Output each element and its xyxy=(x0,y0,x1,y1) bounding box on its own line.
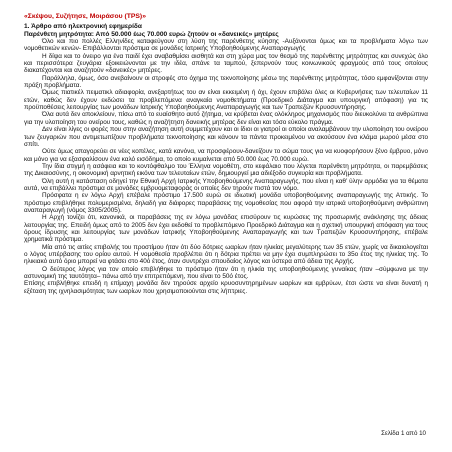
paragraph: Η Αρχή τονίζει ότι, κανονικά, οι παραβάσεις της εν λόγω μονάδας επισύρουν τις κυρώσεις της προσωρινής ανάκλησης της άδειας λειτουργίας της. Επειδή όμως από το 2005 δεν έχει εκδοθεί το προβλεπόμενο Προεδρικό Διάταγμα και η σχετική υπουργική απόφαση για τους όρους ίδρυσης και λειτουργίας των μονάδων Ιατρικής Υποβοηθούμενης Αναπαραγωγής και των Τραπεζών Κρυοσυντήρησης, επέβαλε χρηματικά πρόστιμα. xyxy=(24,214,428,244)
paragraph: Παράλληλα, όμως, όσο ανεβαίνουν οι στροφές στο όχημα της τεκνοποίησης μέσω της παρένθετης μητρότητας, τόσο εμφανίζονται στην πράξη προβλήματα. xyxy=(24,74,428,90)
paragraph: Όλη αυτή η κατάσταση οδηγεί την Εθνική Αρχή Ιατρικής Υποβοηθούμενης Αναπαραγωγής, που είναι η καθ’ ύλην αρμόδια για τα θέματα αυτά, να επιβάλλει πρόστιμα σε μονάδες εμβρυομεταφοράς οι οποίες δεν τηρούν πιστά τον νόμο. xyxy=(24,177,428,192)
page-number: Σελίδα 1 από 10 xyxy=(381,430,426,437)
paragraph: Ούτε όμως απαγορεύει σε νέες κοπέλες, κατά κανόνα, να προσφέρουν-δανείζουν το σώμα τους για να κυοφορήσουν ξένο έμβρυο, μόνο και μόνο για να εξασφαλίσουν ένα καλό εισόδημα, το οποίο κυμαίνεται από 50.000 έως 70.000 ευρώ. xyxy=(24,148,428,163)
paragraph: Όμως πιατικέλ πειματικλ αδιαφορία, ανεξαρτήτως του αν είναι εκκειμένη ή όχι, έχουν επιβάλει όλες οι Κυβερνήσεις των τελευταίων 11 ετών, καθώς δεν έχουν εκδώσει τα προβλεπόμενα αναγκαία νομοθετήματα (Προεδρικό Διάταγμα και υπουργική απόφαση) για τις προϋποθέσεις λειτουργίας των μονάδων Ιατρικής Υποβοηθούμενης Αναπαραγωγής και των Τραπεζών Κρυοσυντήρησης. xyxy=(24,89,428,112)
paragraph: Η δίψα και το όνειρο για ένα παιδί έχει αναβαθμίσει αισθητά και στη χώρα μας τον θεσμό της παρένθετης μητρότητας και συνεχώς όλο και περισσότερα ζευγάρια εξοικειώνονται με την ιδέα, σπάνε τα ταμπού, ξεπερνούν τους κοινωνικούς φραγμούς από τους οποίους διακατέχονται και αναζητούν «δανεικές» μητέρες. xyxy=(24,52,428,75)
paragraph: Όλα αυτά δεν αποκλείουν, πίσω από το ευαίσθητο αυτό ζήτημα, να κρύβεται ένας ολόκληρος μηχανισμός που διευκολύνει τα ανθρώπινα για την υλοποίηση του ονείρου τους, καθώς η αναζήτηση δανεικής μητέρας δεν είναι και τόσο εύκολο πράγμα. xyxy=(24,111,428,126)
paragraph: Όλο και πιο πολλές Ελληνίδες καταφεύγουν στη λύση της παρένθετης κύησης -Αυξάνονται όμως και τα προβλήματα λόγω των νομοθετικών κενών- Επιβάλλονται πρόστιμα σε μονάδες Ιατρικής Υποβοηθούμενης Αναπαραγωγής xyxy=(24,38,428,53)
series-title: «Σκέψου, Συζήτησε, Μοιράσου (TPS)» xyxy=(24,13,146,20)
paragraph: Την ίδια στιγμή η ασάφεια και το κοντόφθαλμο του Έλληνα νομοθέτη, στο κεφάλαιο που λέγεται παρένθετη μητρότητα, οι παρεμβάσεις της Δικαιοσύνης, η οικονομική αρνητική εικόνα των τελευταίων ετών, δημιουργεί μια αδιέξοδο συγκυρία και προβλήματα. xyxy=(24,162,428,178)
paragraph: Δεν είναι λίγες οι φορές που στην αναζήτηση αυτή συμμετέχουν και οι ίδιοι οι γιατροί οι οποίοι αναλαμβάνουν την υλοποίηση του ονείρου των ζευγαριών που αντιμετωπίζουν προβλήματα τεκνοποίησης και κάνουν τα πάντα προκειμένου να ακούσουν ένα κλάμα μωρού μέσα στο σπίτι. xyxy=(24,126,428,148)
paragraph: Ο δεύτερος λόγος για τον οποίο επιβλήθηκε το πρόστιμο ήταν ότι η ηλικία της υποβοηθούμενης γυναίκας ήταν –σύμφωνα με την αστυνομική της ταυτότητα– πάνω από την επιτρεπόμενη, που είναι το 50ό έτος. xyxy=(24,265,428,281)
paragraph: Μία από τις αιτίες επιβολής του προστίμου ήταν ότι δύο δότριες ωαρίων ήταν ηλικίας μεγαλύτερης των 35 ετών, χωρίς να δικαιολογείται ο λόγος υπέρβασης του ορίου αυτού. Η νομοθεσία προβλέπει ότι η δότρια πρέπει να μην έχει συμπληρώσει το 35ο έτος της ηλικίας της. Το ηλικιακό αυτό όριο μπορεί να φτάσει στο 40ό έτος, όταν συντρέχει σπουδαίος λόγος και ύστερα από άδεια της Αρχής. xyxy=(24,243,428,266)
paragraph: Επίσης επιβλήθηκε επειδή η επίμαχη μονάδα δεν τηρούσε αρχείο κρυοσυντηρημένων ωαρίων και εμβρύων, έτσι ώστε να είναι δυνατή η εξέταση της ιχνηλασιμότητας των ωαρίων που χρησιμοποιούνται στις λήπτριες. xyxy=(24,280,428,295)
article-subtitle: Παρένθετη μητρότητα: Από 50.000 έως 70.000 ευρώ ζητούν οι «δανεικές» μητέρες xyxy=(24,30,279,38)
paragraph: Πρόσφατα η εν λόγω Αρχή επέβαλε πρόστιμο 17.500 ευρώ σε ιδιωτική μονάδα υποβοηθούμενης αναπαραγωγής της Αττικής. Το πρόστιμο επιβλήθηκε πολυμερισμένα, δηλαδή για διάφορες παραβάσεις της νομοθεσίας που αφορά την ιατρικά υποβοηθούμενη ανθρώπινη αναπαραγωγή (νόμος 3305/2005). xyxy=(24,192,428,214)
article-title: 1. Άρθρο από ηλεκτρονική εφημερίδα xyxy=(24,23,142,31)
